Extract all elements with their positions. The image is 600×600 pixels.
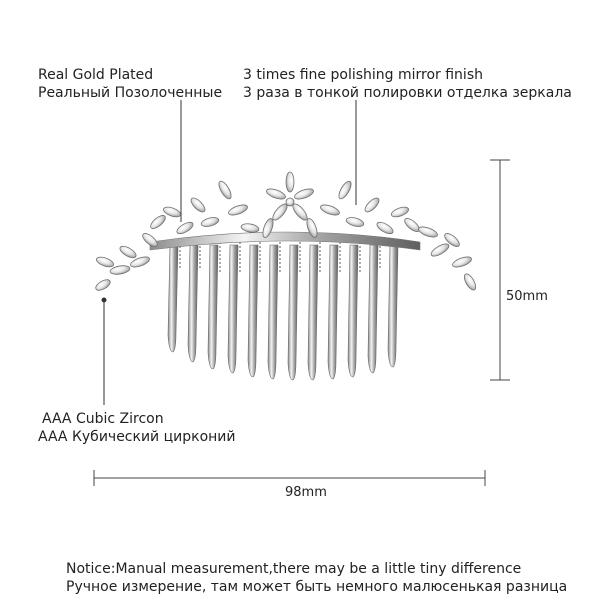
zircon-label-ru: AAA Кубический цирконий: [38, 429, 236, 445]
gold-label-ru: Реальный Позолоченные: [38, 85, 223, 101]
polish-label-en: 3 times fine polishing mirror finish: [243, 67, 483, 83]
zircon-label-en: AAA Cubic Zircon: [42, 411, 164, 427]
width-dimension-line: [94, 470, 485, 486]
notice-ru: Ручное измерение, там может быть немного малюсенькая разница: [66, 579, 568, 595]
notice-en: Notice:Manual measurement,there may be a little tiny difference: [66, 561, 522, 577]
height-dimension-line: [490, 160, 510, 380]
comb-teeth: [168, 245, 398, 380]
gold-label-en: Real Gold Plated: [38, 67, 154, 83]
height-dimension-label: 50mm: [506, 289, 548, 304]
width-dimension-label: 98mm: [285, 485, 327, 500]
polish-label-ru: 3 раза в тонкой полировки отделка зеркала: [243, 85, 572, 101]
